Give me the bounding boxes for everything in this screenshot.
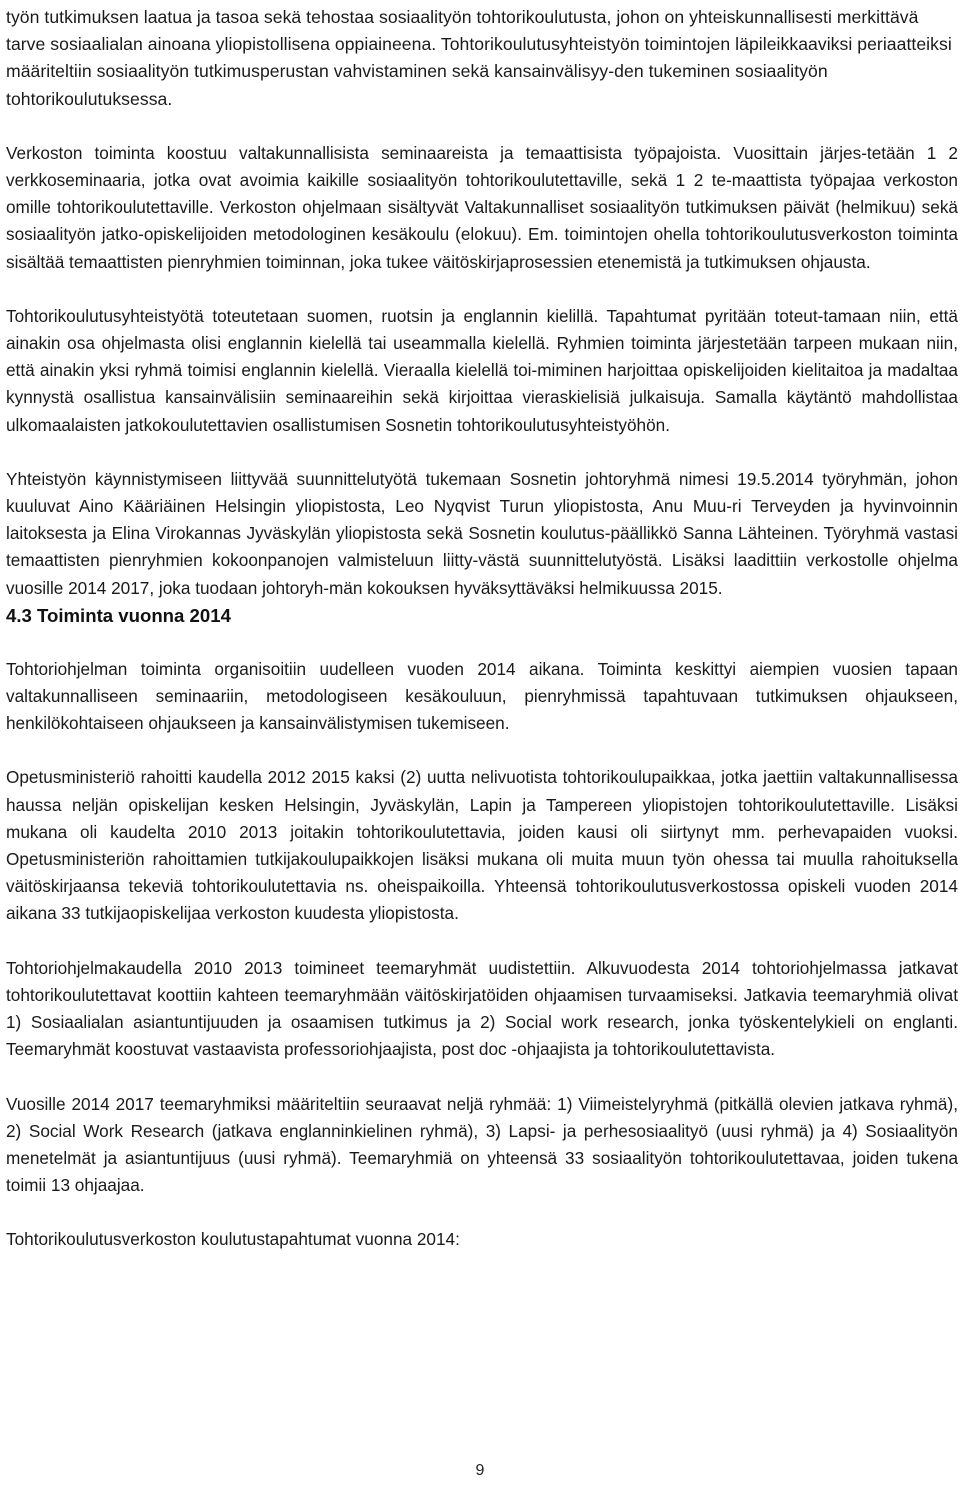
paragraph-theme-groups-renewed: Tohtoriohjelmakaudella 2010 2013 toimineet teemaryhmät uudistettiin. Alkuvuodesta 2014 tohtoriohjelmassa jatkavat tohtorikoulutettavat koottiin kahteen teemaryhmään väitöskirjatöiden ohjaamisen turvaamiseksi. Jatkavia teemaryhmiä olivat 1) Sosiaalialan asiantuntijuuden ja osaamisen tutkimus ja 2) Social work research, jonka työskentelykieli on englanti. Teemaryhmät koostuvat vastaavista professoriohjaajista, post doc -ohjaajista ja tohtorikoulutettavista.: [6, 957, 958, 1060]
paragraph-doctoral-cooperation-aims: työn tutkimuksen laatua ja tasoa sekä tehostaa sosiaalityön tohtorikoulutusta, johon on yhteiskunnallisesti merkittävä tarve sosiaalialan ainoana yliopistollisena oppiaineena. Tohtorikoulutusyhteistyön toimintojen läpileikkaaviksi periaatteiksi määriteltiin sosiaalityön tutkimusperustan vahvistaminen sekä kansainvälisyy-den tukeminen sosiaalityön tohtorikoulutuksessa.: [6, 7, 952, 109]
paragraph-network-activities: Verkoston toiminta koostuu valtakunnallisista seminaareista ja temaattisista työpajoista. Vuosittain järjes-tetään 1 2 verkkoseminaaria, jotka ovat avoimia kaikille sosiaalityön tohtorikoulutettaville, sekä 1 2 te-maattista työpajaa verkoston omille tohtorikoulutettaville. Verkoston ohjelmaan sisältyvät Valtakunnalliset sosiaalityön tutkimuksen päivät (helmikuu) sekä sosiaalityön jatko-opiskelijoiden metodologinen kesäkoulu (elokuu). Em. toimintojen ohella tohtorikoulutusverkoston toiminta sisältää temaattisten pienryhmien toiminnan, joka tukee väitöskirjaprosessien etenemistä ja tutkimuksen ohjausta.: [6, 142, 958, 272]
paragraph-languages: Tohtorikoulutusyhteistyötä toteutetaan suomen, ruotsin ja englannin kielillä. Tapahtumat pyritään toteut-tamaan niin, että ainakin osa ohjelmasta olisi englannin kielellä tai useammalla kielellä. Ryhmien toiminta järjestetään tarpeen mukaan niin, että ainakin yksi ryhmä toimisi englannin kielellä. Vieraalla kielellä toi-miminen harjoittaa opiskelijoiden kielitaitoa ja madaltaa kynnystä osallistua kansainvälisiin seminaareihin sekä kirjoittaa vieraskielisiä julkaisuja. Samalla käytäntö mahdollistaa ulkomaalaisten jatkokoulutettavien osallistumisen Sosnetin tohtorikoulutusyhteistyöhön.: [6, 305, 958, 435]
document-page: [6, 4, 958, 1254]
paragraph-working-group: Yhteistyön käynnistymiseen liittyvää suunnittelutyötä tukemaan Sosnetin johtoryhmä nimesi 19.5.2014 työryhmän, johon kuuluvat Aino Kääriäinen Helsingin yliopistosta, Leo Nyqvist Turun yliopistosta, Anu Muu-ri Terveyden ja hyvinvoinnin laitoksesta ja Elina Virokannas Jyväskylän yliopistosta sekä Sosnetin koulutus-päällikkö Sanna Lähteinen. Työryhmä vastasi temaattisten pienryhmien kokoonpanojen valmisteluun liitty-västä suunnittelutyöstä. Lisäksi laadittiin verkostolle ohjelma vuosille 2014 2017, joka tuodaan johtoryh-män kokouksen hyväksyttäväksi helmikuussa 2015.: [6, 468, 958, 598]
paragraph-funding: Opetusministeriö rahoitti kaudella 2012 2015 kaksi (2) uutta nelivuotista tohtorikoulupaikkaa, jotka jaettiin valtakunnallisessa haussa neljän opiskelijan kesken Helsingin, Jyväskylän, Lapin ja Tampereen yliopistojen tohtorikoulutettaville. Lisäksi mukana oli kaudelta 2010 2013 joitakin tohtorikoulutettavia, joiden kausi oli siirtynyt mm. perhevapaiden vuoksi. Opetusministeriön rahoittamien tutkijakoulupaikkojen lisäksi mukana oli muita muun työn ohessa tai muulla rahoituksella väitöskirjaansa tekeviä tohtorikoulutettavia ns. oheispaikoilla. Yhteensä tohtorikoulutusverkostossa opiskeli vuoden 2014 aikana 33 tutkijaopiskelijaa verkoston kuudesta yliopistosta.: [6, 767, 958, 924]
paragraph-2014-activities: Tohtoriohjelman toiminta organisoitiin uudelleen vuoden 2014 aikana. Toiminta keskittyi aiempien vuosien tapaan valtakunnalliseen seminaariin, metodologiseen kesäkouluun, pienryhmissä tapahtuvaan tutkimuksen ohjaukseen, henkilökohtaiseen ohjaukseen ja kansainvälistymisen tukemiseen.: [6, 658, 958, 734]
paragraph-training-events-intro: Tohtorikoulutusverkoston koulutustapahtumat vuonna 2014:: [6, 1229, 460, 1250]
page-number: 9: [475, 1462, 485, 1479]
paragraph-theme-groups-2014-2017: Vuosille 2014 2017 teemaryhmiksi määriteltiin seuraavat neljä ryhmää: 1) Viimeistelyryhmä (pitkällä olevien jatkava ryhmä), 2) Social Work Research (jatkava englanninkielinen ryhmä), 3) Lapsi- ja perhesosiaalityö (uusi ryhmä) ja 4) Sosiaalityön menetelmät ja asiantuntijuus (uusi ryhmä). Teemaryhmiä on yhteensä 33 sosiaalityön tohtorikoulutettavaa, joiden tukena toimii 13 ohjaajaa.: [6, 1093, 958, 1196]
section-heading: 4.3 Toiminta vuonna 2014: [6, 604, 231, 626]
